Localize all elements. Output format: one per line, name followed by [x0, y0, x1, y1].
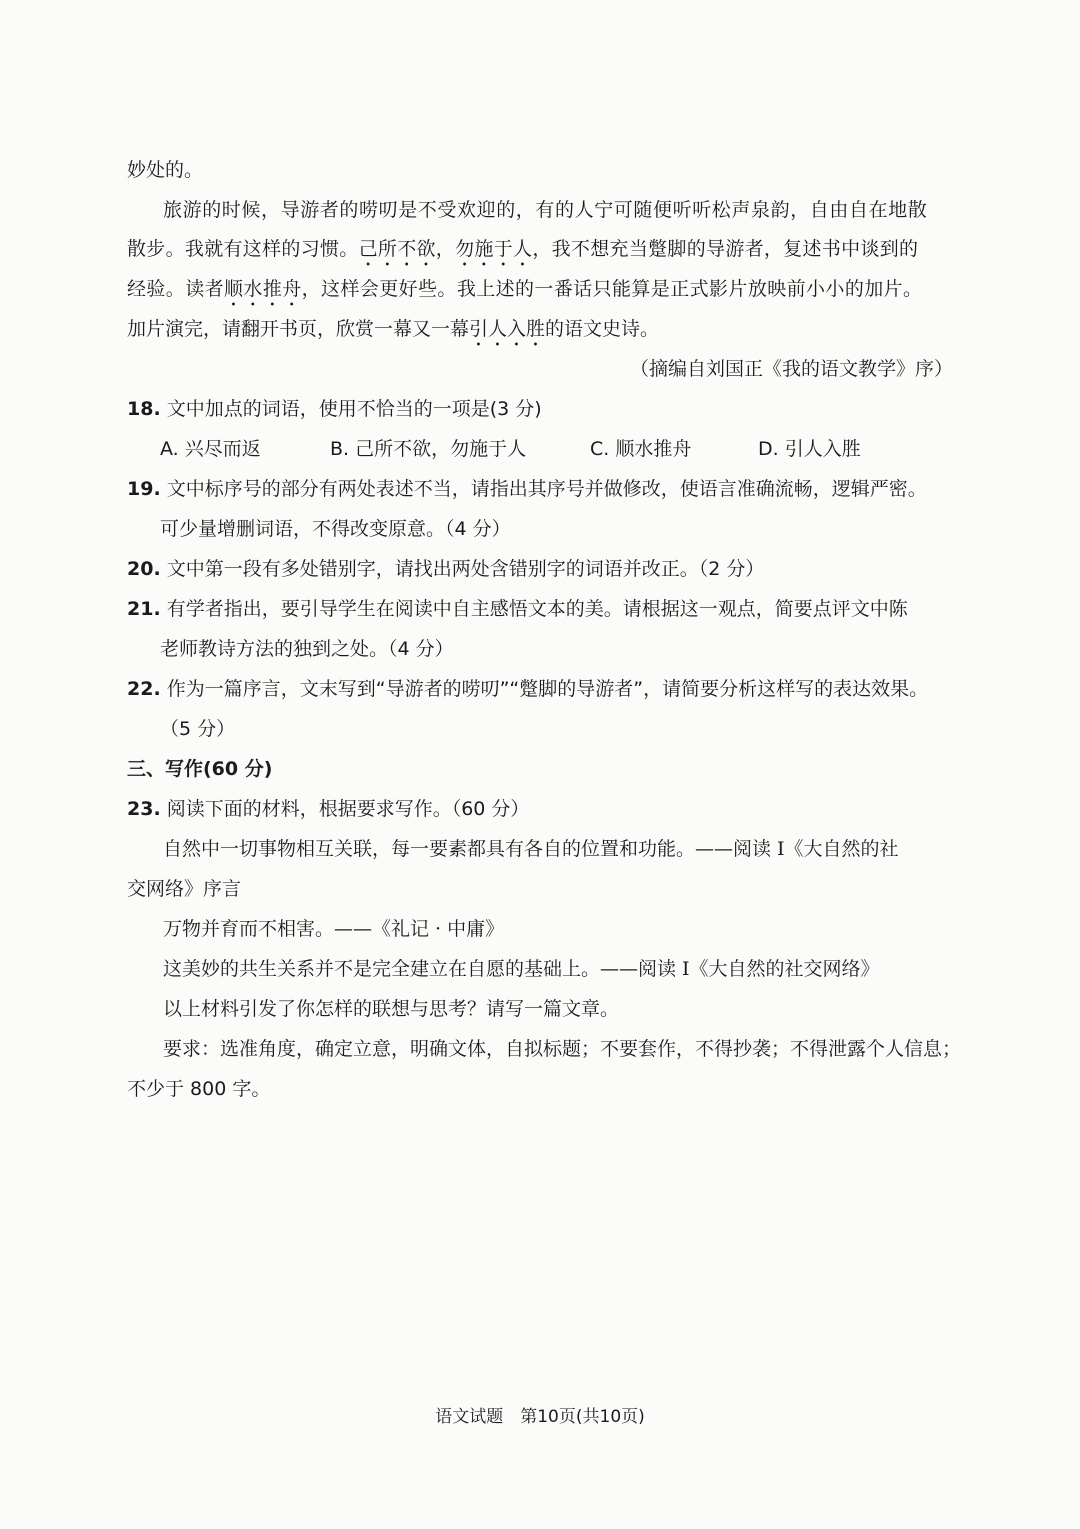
option-a: A. 兴尽而返: [160, 438, 261, 460]
question-text: 作为一篇序言，文末写到“导游者的唠叨”“蹩脚的导游者”，请简要分析这样写的表达效果。: [166, 678, 929, 700]
emphasized-phrase: 己所不欲，勿施于人: [358, 238, 533, 260]
question-19: [127, 476, 927, 502]
emphasized-phrase: 顺水推舟: [224, 278, 302, 300]
question-20: [127, 556, 764, 582]
question-text: 文中标序号的部分有两处表述不当，请指出其序号并做修改，使语言准确流畅，逻辑严密。: [166, 478, 927, 500]
question-23: [127, 796, 529, 822]
question-22: [127, 676, 928, 702]
material-line: 自然中一切事物相互关联，每一要素都具有各自的位置和功能。——阅读 I《大自然的社: [163, 838, 899, 860]
question-text: 老师教诗方法的独到之处。（4 分）: [160, 638, 454, 660]
material-line: 万物并育而不相害。——《礼记 · 中庸》: [163, 918, 505, 940]
material-line: 交网络》序言: [127, 878, 242, 900]
question-text: 文中第一段有多处错别字，请找出两处含错别字的词语并改正。（2 分）: [166, 558, 765, 580]
passage-line: [127, 276, 922, 311]
passage-line: [127, 236, 918, 271]
question-number: 19.: [127, 478, 161, 500]
question-text: （5 分）: [160, 718, 236, 740]
question-21: [127, 596, 908, 622]
option-d: D. 引人入胜: [758, 438, 861, 460]
passage-text: 散步。我就有这样的习惯。: [127, 238, 359, 260]
passage-text: ，这样会更好些。我上述的一番话只能算是正式影片放映前小小的加片。: [301, 278, 923, 300]
passage-text: 加片演完，请翻开书页，欣赏一幕又一幕: [127, 318, 470, 340]
question-number: 18.: [127, 398, 161, 420]
question-number: 21.: [127, 598, 161, 620]
passage-text: 的语文史诗。: [545, 318, 660, 340]
passage-line: 妙处的。: [127, 159, 204, 181]
passage-source: （摘编自刘国正《我的语文教学》序）: [629, 358, 953, 380]
writing-requirements: 不少于 800 字。: [127, 1078, 271, 1100]
question-number: 22.: [127, 678, 161, 700]
passage-text: 经验。读者: [127, 278, 225, 300]
option-c: C. 顺水推舟: [590, 438, 692, 460]
material-line: 这美妙的共生关系并不是完全建立在自愿的基础上。——阅读 I《大自然的社交网络》: [163, 958, 880, 980]
question-18: [127, 396, 542, 422]
question-text: 可少量增删词语，不得改变原意。（4 分）: [160, 518, 511, 540]
writing-prompt: 以上材料引发了你怎样的联想与思考？请写一篇文章。: [163, 998, 620, 1020]
question-text: 阅读下面的材料，根据要求写作。（60 分）: [166, 798, 530, 820]
option-b: B. 己所不欲，勿施于人: [330, 438, 527, 460]
emphasized-phrase: 引人入胜: [469, 318, 546, 340]
page-footer: 语文试题 第10页(共10页): [435, 1407, 645, 1427]
question-text: 有学者指出，要引导学生在阅读中自主感悟文本的美。请根据这一观点，简要点评文中陈: [166, 598, 908, 620]
writing-requirements: 要求：选准角度，确定立意，明确文体，自拟标题；不要套作，不得抄袭；不得泄露个人信息；: [163, 1038, 962, 1060]
question-number: 20.: [127, 558, 161, 580]
passage-line: [127, 316, 659, 351]
passage-line: 旅游的时候，导游者的唠叨是不受欢迎的，有的人宁可随便听听松声泉韵，自由自在地散: [163, 199, 928, 221]
question-text: 文中加点的词语，使用不恰当的一项是(3 分): [166, 398, 542, 420]
passage-text: ，我不想充当蹩脚的导游者，复述书中谈到的: [532, 238, 919, 260]
question-number: 23.: [127, 798, 161, 820]
section-heading: 三、写作(60 分): [127, 758, 273, 780]
